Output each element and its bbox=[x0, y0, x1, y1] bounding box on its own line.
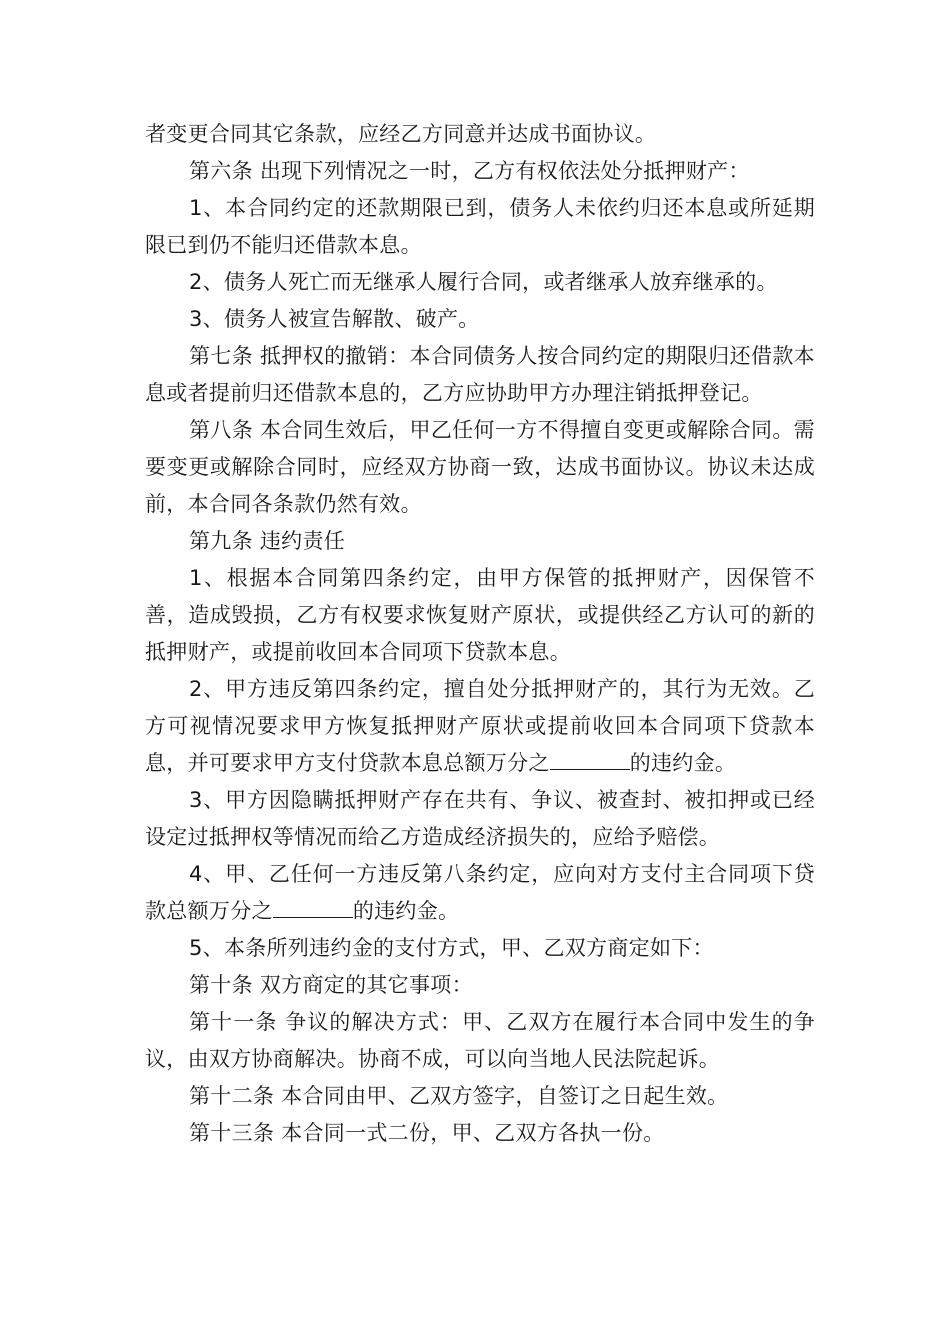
article-9-item-2-text-after: 的违约金。 bbox=[629, 751, 737, 775]
article-9-item-5: 5、本条所列违约金的支付方式，甲、乙双方商定如下： bbox=[189, 936, 714, 960]
penalty-rate-blank-field[interactable] bbox=[550, 747, 630, 770]
article-9-item-2-text-before: 2、甲方违反第四条约定，擅自处分抵押财产的，其行为无效。乙方可视情况要求甲方恢复抵押财产原状或提前收回本合同项下贷款本息，并可要求甲方支付贷款本息总额万分之 bbox=[145, 677, 815, 775]
article-13: 第十三条 本合同一式二份，甲、乙双方各执一份。 bbox=[189, 1121, 665, 1145]
article-9-heading: 第九条 违约责任 bbox=[189, 529, 346, 553]
paragraph-continuation: 者变更合同其它条款，应经乙方同意并达成书面协议。 bbox=[145, 122, 657, 146]
article-9-item-1: 1、根据本合同第四条约定，由甲方保管的抵押财产，因保管不善，造成毁损，乙方有权要求恢复财产原状，或提供经乙方认可的新的抵押财产，或提前收回本合同项下贷款本息。 bbox=[145, 566, 815, 664]
article-9-item-3: 3、甲方因隐瞒抵押财产存在共有、争议、被查封、被扣押或已经设定过抵押权等情况而给乙方造成经济损失的，应给予赔偿。 bbox=[145, 788, 815, 849]
article-9-item-4 bbox=[145, 856, 815, 930]
article-9-item-4-text-after: 的违约金。 bbox=[352, 899, 460, 923]
article-6-heading: 第六条 出现下列情况之一时，乙方有权依法处分抵押财产： bbox=[189, 159, 750, 183]
article-6-item-2: 2、债务人死亡而无继承人履行合同，或者继承人放弃继承的。 bbox=[189, 270, 778, 294]
article-8: 第八条 本合同生效后，甲乙任何一方不得擅自变更或解除合同。需要变更或解除合同时，应经双方协商一致，达成书面协议。协议未达成前，本合同各条款仍然有效。 bbox=[145, 418, 815, 516]
article-6-item-3: 3、债务人被宣告解散、破产。 bbox=[189, 307, 480, 331]
loan-penalty-rate-blank-field[interactable] bbox=[273, 895, 353, 918]
article-9-item-4-text-before: 4、甲、乙任何一方违反第八条约定，应向对方支付主合同项下贷款总额万分之 bbox=[145, 862, 815, 923]
article-7: 第七条 抵押权的撤销：本合同债务人按合同约定的期限归还借款本息或者提前归还借款本息的，乙方应协助甲方办理注销抵押登记。 bbox=[145, 344, 815, 405]
document-body bbox=[145, 116, 815, 1152]
article-10: 第十条 双方商定的其它事项： bbox=[189, 973, 473, 997]
article-6-item-1: 1、本合同约定的还款期限已到，债务人未依约归还本息或所延期限已到仍不能归还借款本息。 bbox=[145, 196, 815, 257]
article-12: 第十二条 本合同由甲、乙双方签字，自签订之日起生效。 bbox=[189, 1084, 729, 1108]
article-11: 第十一条 争议的解决方式：甲、乙双方在履行本合同中发生的争议，由双方协商解决。协商不成，可以向当地人民法院起诉。 bbox=[145, 1010, 815, 1071]
article-9-item-2 bbox=[145, 671, 815, 782]
